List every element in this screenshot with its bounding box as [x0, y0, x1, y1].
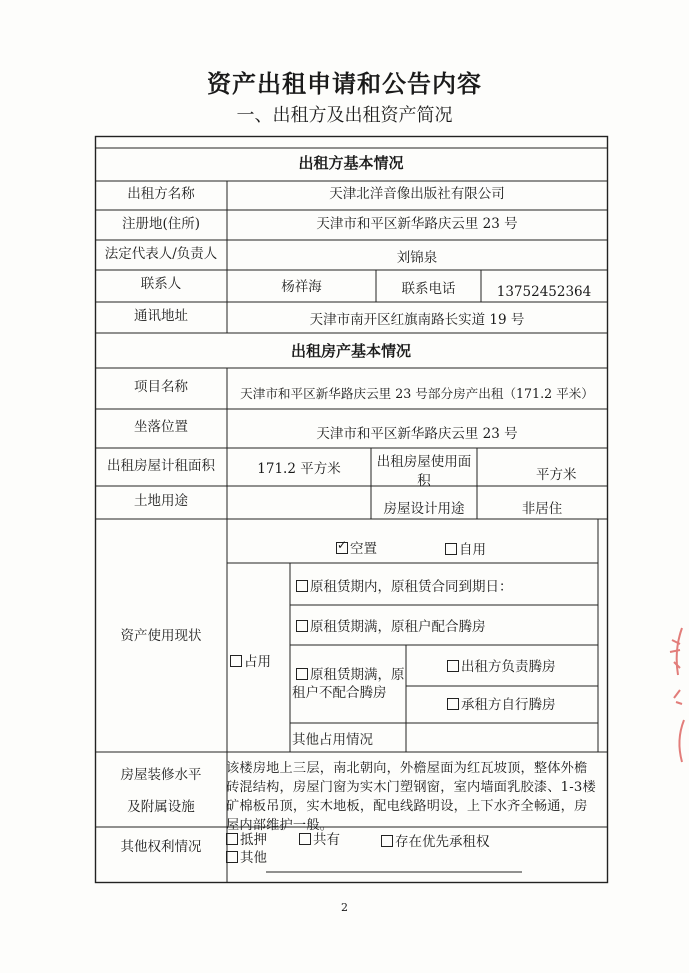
lessee-vacates-label: 承租方自行腾房 [461, 697, 556, 713]
pledge-checkbox[interactable] [226, 833, 238, 845]
occupied-checkbox[interactable] [230, 655, 242, 667]
occupied-within-lease-option[interactable] [296, 580, 513, 595]
legal-rep-label: 法定代表人/负责人 [104, 246, 218, 262]
property-section-heading: 出租房产基本情况 [290, 342, 411, 360]
shared-label: 共有 [313, 832, 340, 848]
lease-expired-uncooperative-label-line2: 租户不配合腾房 [292, 685, 387, 701]
contact-person-value: 杨祥海 [281, 279, 322, 295]
lessor-vacates-label: 出租方负责腾房 [461, 659, 556, 675]
lease-expired-uncooperative-checkbox[interactable] [296, 668, 308, 680]
location-label: 坐落位置 [134, 419, 188, 435]
page-subtitle: 一、出租方及出租资产简况 [236, 105, 453, 126]
shared-checkbox[interactable] [299, 833, 311, 845]
other-rights-checkbox[interactable] [226, 851, 238, 863]
priority-lease-option[interactable] [381, 835, 490, 850]
usable-area-label-line1: 出租房屋使用面 [376, 454, 472, 470]
decoration-description: 该楼房地上三层，南北朝向，外檐屋面为红瓦坡顶，整体外檐砖混结构，房屋门窗为实木门塑钢窗，室内墙面乳胶漆、1-3楼矿棉板吊顶，实木地板，配电线路明设，上下水齐全畅通，房屋内部维护一般。 [226, 761, 596, 833]
self-use-option[interactable] [445, 543, 486, 558]
contact-phone-value: 13752452364 [496, 284, 592, 300]
usable-area-unit: 平方米 [536, 467, 577, 483]
asset-status-label: 资产使用现状 [120, 628, 202, 644]
other-occupancy-label: 其他占用情况 [292, 732, 373, 748]
mailing-address-label: 通讯地址 [134, 308, 188, 324]
vacant-checkbox[interactable] [336, 542, 348, 554]
decoration-label-line1: 房屋装修水平 [120, 767, 202, 783]
occupied-within-lease-checkbox[interactable] [296, 580, 308, 592]
other-rights-option-label: 其他 [240, 850, 267, 866]
decoration-label-line2: 及附属设施 [127, 799, 195, 815]
rental-area-value: 171.2 平方米 [257, 461, 341, 477]
occupied-option-label: 占用 [244, 654, 271, 670]
vacant-option-label: 空置 [350, 541, 377, 557]
registered-address-label: 注册地(住所) [121, 216, 201, 232]
occupied-within-lease-label: 原租赁期内，原租赁合同到期日： [310, 579, 513, 595]
other-rights-option[interactable] [226, 851, 267, 866]
lessor-section-heading: 出租方基本情况 [298, 154, 404, 172]
lessee-vacates-option[interactable] [447, 698, 556, 713]
lessee-vacates-checkbox[interactable] [447, 698, 459, 710]
mailing-address-value: 天津市南开区红旗南路长实道 19 号 [309, 312, 525, 328]
lessor-name-value: 天津北洋音像出版社有限公司 [329, 186, 505, 202]
pledge-label: 抵押 [240, 832, 267, 848]
seal-stamp-fragment [660, 620, 688, 770]
project-name-label: 项目名称 [134, 379, 188, 395]
shared-option[interactable] [299, 833, 340, 848]
lease-expired-uncooperative-label-line1: 原租赁期满，原 [310, 667, 405, 683]
lease-expired-cooperative-checkbox[interactable] [296, 620, 308, 632]
page-number: 2 [341, 901, 348, 914]
self-use-option-label: 自用 [459, 542, 486, 558]
page-title: 资产出租申请和公告内容 [207, 70, 482, 98]
design-use-value: 非居住 [521, 501, 563, 517]
rental-area-label: 出租房屋计租面积 [107, 458, 215, 474]
priority-lease-label: 存在优先承租权 [395, 834, 490, 850]
lease-expired-cooperative-label: 原租赁期满，原租户配合腾房 [310, 619, 486, 635]
priority-lease-checkbox[interactable] [381, 835, 393, 847]
lessor-vacates-option[interactable] [447, 660, 556, 675]
contact-person-label: 联系人 [140, 276, 182, 292]
occupied-option[interactable] [230, 655, 271, 670]
contact-phone-label: 联系电话 [401, 281, 456, 297]
land-use-label: 土地用途 [134, 493, 188, 509]
self-use-checkbox[interactable] [445, 543, 457, 555]
project-name-value: 天津市和平区新华路庆云里 23 号部分房产出租（171.2 平米） [240, 386, 594, 401]
pledge-option[interactable] [226, 833, 267, 848]
lessor-name-label: 出租方名称 [127, 186, 195, 202]
lessor-vacates-checkbox[interactable] [447, 660, 459, 672]
lease-expired-uncooperative-option[interactable] [296, 668, 405, 683]
lease-expired-cooperative-option[interactable] [296, 620, 486, 635]
other-rights-label: 其他权利情况 [120, 839, 202, 855]
usable-area-label-line2: 积 [417, 473, 431, 489]
registered-address-value: 天津市和平区新华路庆云里 23 号 [316, 216, 518, 232]
vacant-option[interactable] [336, 542, 377, 557]
legal-rep-value: 刘锦泉 [396, 250, 438, 266]
location-value: 天津市和平区新华路庆云里 23 号 [316, 426, 518, 442]
design-use-label: 房屋设计用途 [383, 501, 465, 517]
